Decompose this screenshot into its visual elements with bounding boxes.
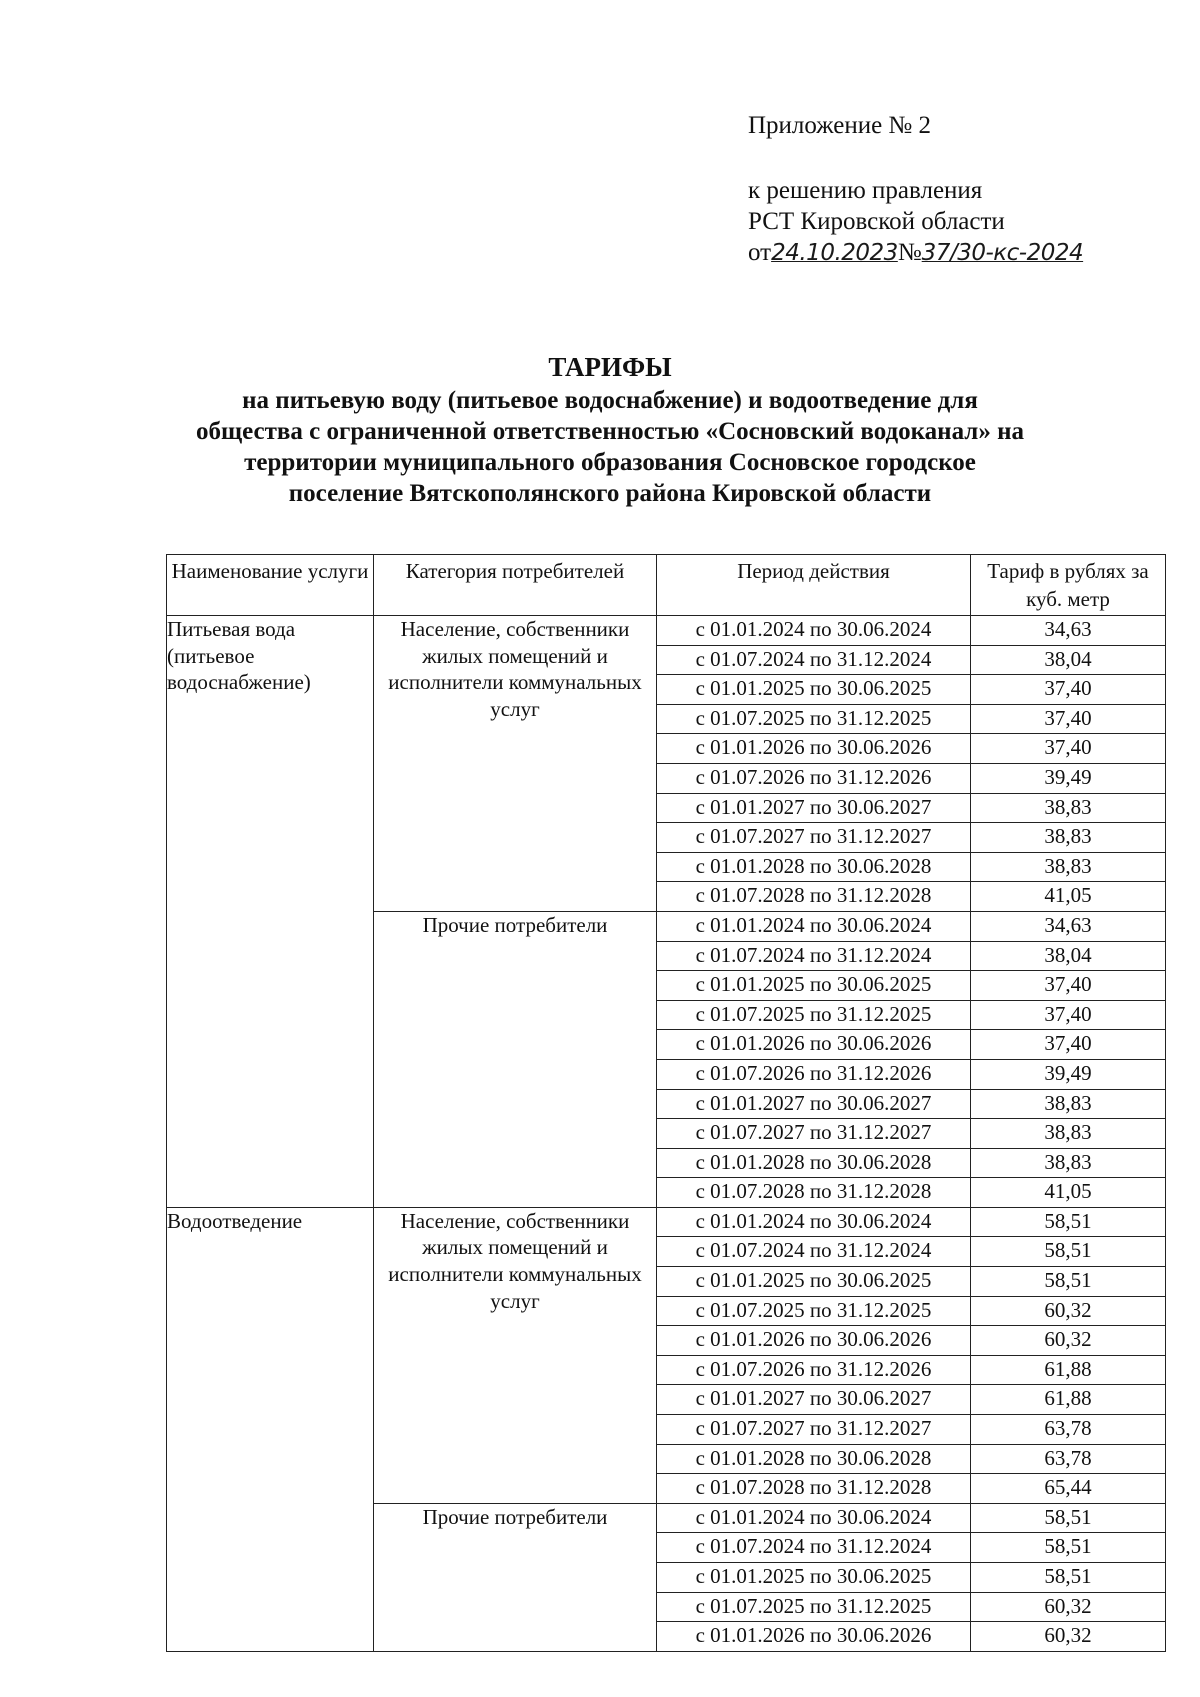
tariff-value-cell: 38,04 <box>971 645 1166 675</box>
tariff-value-cell: 38,04 <box>971 941 1166 971</box>
period-cell: с 01.07.2028 по 31.12.2028 <box>657 1178 971 1208</box>
period-cell: с 01.07.2025 по 31.12.2025 <box>657 1000 971 1030</box>
tariff-table-body <box>167 616 1166 1652</box>
period-cell: с 01.01.2026 по 30.06.2026 <box>657 1326 971 1356</box>
period-cell: с 01.01.2028 по 30.06.2028 <box>657 852 971 882</box>
tariff-value-cell: 39,49 <box>971 1059 1166 1089</box>
tariff-value-cell: 39,49 <box>971 763 1166 793</box>
period-cell: с 01.07.2025 по 31.12.2025 <box>657 1296 971 1326</box>
period-cell: с 01.01.2027 по 30.06.2027 <box>657 1089 971 1119</box>
period-cell: с 01.07.2026 по 31.12.2026 <box>657 1355 971 1385</box>
table-header-row <box>167 555 1166 616</box>
tariff-value-cell: 61,88 <box>971 1355 1166 1385</box>
period-cell: с 01.01.2026 по 30.06.2026 <box>657 1030 971 1060</box>
tariff-value-cell: 38,83 <box>971 1089 1166 1119</box>
period-cell: с 01.07.2027 по 31.12.2027 <box>657 1119 971 1149</box>
period-cell: с 01.01.2028 по 30.06.2028 <box>657 1148 971 1178</box>
period-cell: с 01.01.2028 по 30.06.2028 <box>657 1444 971 1474</box>
tariff-table <box>166 554 1166 1652</box>
tariff-value-cell: 60,32 <box>971 1622 1166 1652</box>
tariff-value-cell: 34,63 <box>971 911 1166 941</box>
tariff-value-cell: 37,40 <box>971 971 1166 1001</box>
period-cell: с 01.07.2028 по 31.12.2028 <box>657 1474 971 1504</box>
title-line: поселение Вятскополянского района Кировской области <box>288 480 932 507</box>
appendix-date-line <box>748 237 1083 269</box>
table-row <box>167 1207 1166 1237</box>
handwritten-date: 24.10.2023 <box>771 240 898 266</box>
category-cell: Население, собственники жилых помещений и исполнители коммунальных услуг <box>374 616 657 912</box>
tariff-value-cell: 38,83 <box>971 823 1166 853</box>
tariff-value-cell: 63,78 <box>971 1415 1166 1445</box>
tariff-value-cell: 60,32 <box>971 1592 1166 1622</box>
document-title <box>110 352 1110 509</box>
tariff-value-cell: 38,83 <box>971 852 1166 882</box>
period-cell: с 01.01.2024 по 30.06.2024 <box>657 911 971 941</box>
period-cell: с 01.01.2027 по 30.06.2027 <box>657 793 971 823</box>
period-cell: с 01.01.2026 по 30.06.2026 <box>657 1622 971 1652</box>
period-cell: с 01.07.2025 по 31.12.2025 <box>657 704 971 734</box>
tariff-value-cell: 58,51 <box>971 1533 1166 1563</box>
period-cell: с 01.07.2026 по 31.12.2026 <box>657 763 971 793</box>
from-label: от <box>748 239 772 266</box>
category-cell: Население, собственники жилых помещений и исполнители коммунальных услуг <box>374 1207 657 1503</box>
table-row <box>167 616 1166 646</box>
number-label: № <box>897 239 922 266</box>
appendix-line-decision: к решению правления <box>748 177 983 204</box>
service-name-cell: Водоотведение <box>167 1207 374 1651</box>
tariff-value-cell: 37,40 <box>971 675 1166 705</box>
tariff-value-cell: 58,51 <box>971 1503 1166 1533</box>
period-cell: с 01.07.2027 по 31.12.2027 <box>657 1415 971 1445</box>
tariff-value-cell: 58,51 <box>971 1267 1166 1297</box>
category-cell: Прочие потребители <box>374 911 657 1207</box>
tariff-value-cell: 37,40 <box>971 704 1166 734</box>
tariff-value-cell: 37,40 <box>971 734 1166 764</box>
tariff-value-cell: 58,51 <box>971 1207 1166 1237</box>
period-cell: с 01.07.2027 по 31.12.2027 <box>657 823 971 853</box>
period-cell: с 01.01.2026 по 30.06.2026 <box>657 734 971 764</box>
tariff-value-cell: 41,05 <box>971 882 1166 912</box>
period-cell: с 01.01.2027 по 30.06.2027 <box>657 1385 971 1415</box>
tariff-value-cell: 38,83 <box>971 793 1166 823</box>
tariff-value-cell: 60,32 <box>971 1296 1166 1326</box>
period-cell: с 01.07.2025 по 31.12.2025 <box>657 1592 971 1622</box>
tariff-value-cell: 38,83 <box>971 1119 1166 1149</box>
tariff-value-cell: 37,40 <box>971 1000 1166 1030</box>
appendix-line-authority: РСТ Кировской области <box>748 208 1005 235</box>
tariff-value-cell: 38,83 <box>971 1148 1166 1178</box>
tariff-value-cell: 63,78 <box>971 1444 1166 1474</box>
header-tariff: Тариф в рублях за куб. метр <box>971 555 1166 616</box>
period-cell: с 01.01.2025 по 30.06.2025 <box>657 971 971 1001</box>
period-cell: с 01.01.2025 по 30.06.2025 <box>657 1267 971 1297</box>
header-category: Категория потребителей <box>374 555 657 616</box>
tariff-value-cell: 58,51 <box>971 1563 1166 1593</box>
tariff-value-cell: 37,40 <box>971 1030 1166 1060</box>
tariff-value-cell: 34,63 <box>971 616 1166 646</box>
period-cell: с 01.07.2024 по 31.12.2024 <box>657 1237 971 1267</box>
appendix-number: Приложение № 2 <box>748 112 932 139</box>
header-service: Наименование услуги <box>167 555 374 616</box>
period-cell: с 01.01.2025 по 30.06.2025 <box>657 1563 971 1593</box>
title-line: общества с ограниченной ответственностью «Сосновский водоканал» на <box>196 418 1024 445</box>
period-cell: с 01.07.2024 по 31.12.2024 <box>657 941 971 971</box>
title-line: на питьевую воду (питьевое водоснабжение) и водоотведение для <box>242 387 978 414</box>
tariff-value-cell: 41,05 <box>971 1178 1166 1208</box>
appendix-block <box>748 110 1083 269</box>
tariff-value-cell: 58,51 <box>971 1237 1166 1267</box>
period-cell: с 01.01.2024 по 30.06.2024 <box>657 1207 971 1237</box>
header-period: Период действия <box>657 555 971 616</box>
period-cell: с 01.07.2028 по 31.12.2028 <box>657 882 971 912</box>
period-cell: с 01.07.2026 по 31.12.2026 <box>657 1059 971 1089</box>
period-cell: с 01.01.2025 по 30.06.2025 <box>657 675 971 705</box>
tariff-value-cell: 65,44 <box>971 1474 1166 1504</box>
period-cell: с 01.07.2024 по 31.12.2024 <box>657 645 971 675</box>
service-name-cell: Питьевая вода (питьевое водоснабжение) <box>167 616 374 1208</box>
category-cell: Прочие потребители <box>374 1503 657 1651</box>
period-cell: с 01.01.2024 по 30.06.2024 <box>657 1503 971 1533</box>
title-line: территории муниципального образования Сосновское городское <box>244 449 976 476</box>
tariff-value-cell: 61,88 <box>971 1385 1166 1415</box>
title-main: ТАРИФЫ <box>548 352 672 382</box>
handwritten-doc-number: 37/30-кс-2024 <box>921 240 1084 266</box>
tariff-value-cell: 60,32 <box>971 1326 1166 1356</box>
period-cell: с 01.01.2024 по 30.06.2024 <box>657 616 971 646</box>
period-cell: с 01.07.2024 по 31.12.2024 <box>657 1533 971 1563</box>
